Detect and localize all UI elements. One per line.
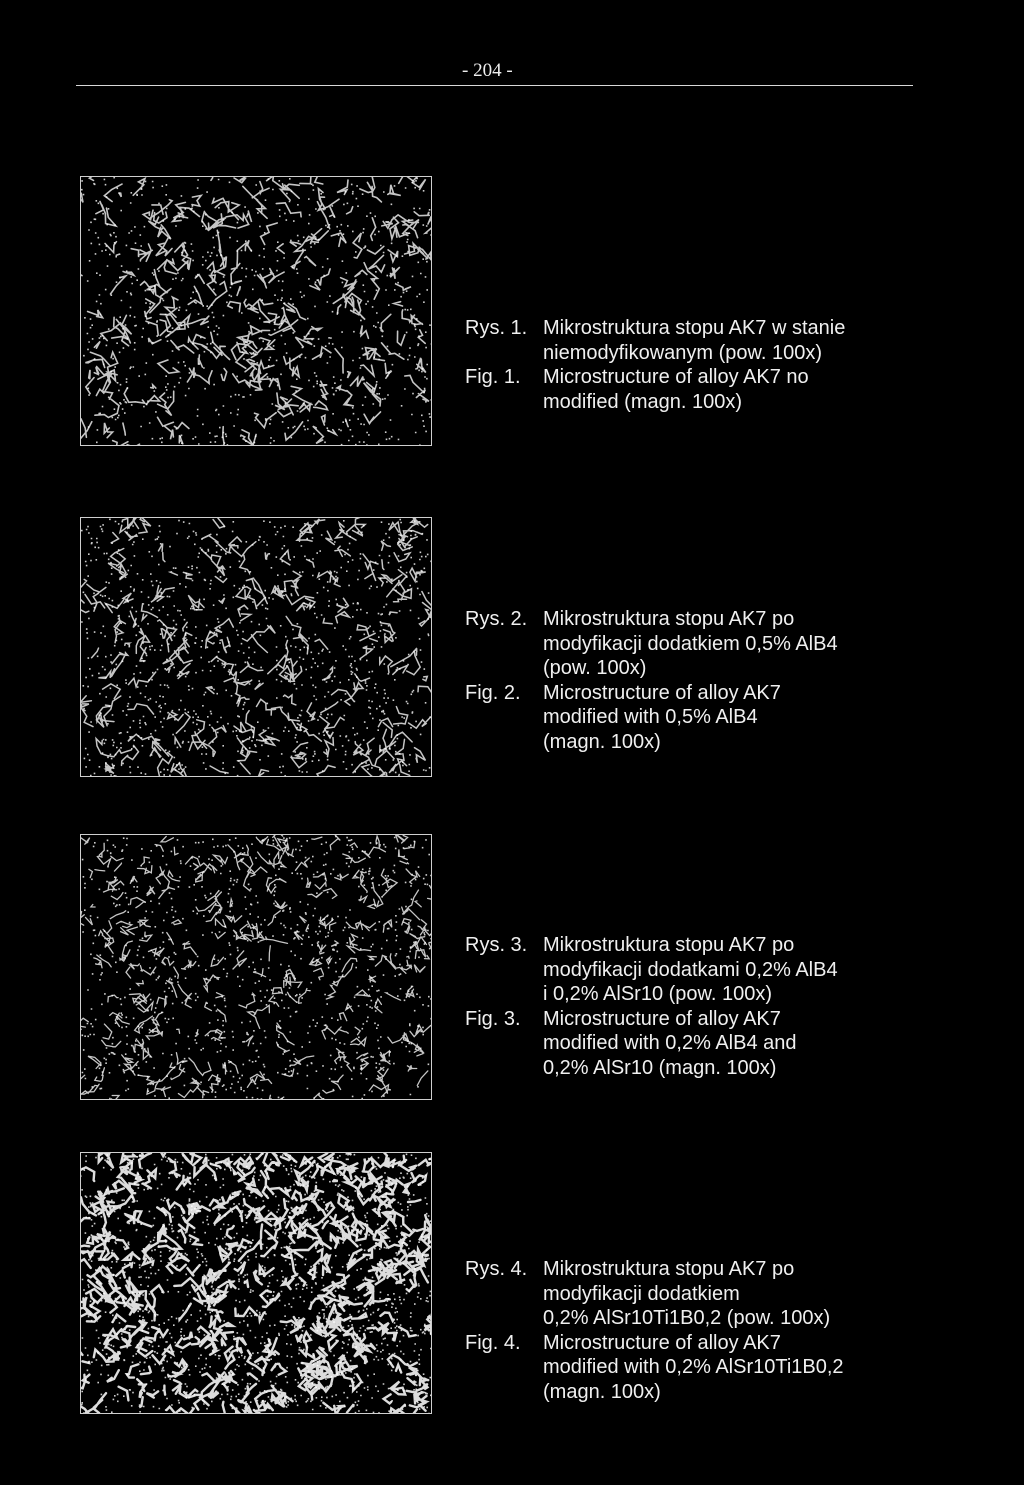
rys-text: Mikrostruktura stopu AK7 po modyfikacji dodatkami 0,2% AlB4 i 0,2% AlSr10 (pow. 100x)	[543, 934, 838, 1006]
micrograph-3	[80, 834, 432, 1100]
rys-text: Mikrostruktura stopu AK7 po modyfikacji dodatkiem 0,5% AlB4 (pow. 100x)	[543, 608, 838, 680]
fig-label: Fig. 2.	[465, 681, 521, 704]
fig-text: Microstructure of alloy AK7 modified with 0,2% AlB4 and 0,2% AlSr10 (magn. 100x)	[543, 1007, 797, 1079]
header-rule	[76, 85, 913, 86]
caption-1	[465, 316, 905, 414]
rys-label: Rys. 1.	[465, 317, 528, 339]
page-number: - 204 -	[462, 60, 513, 81]
rys-label: Rys. 2.	[465, 608, 528, 630]
rys-text: Mikrostruktura stopu AK7 po modyfikacji dodatkiem 0,2% AlSr10Ti1B0,2 (pow. 100x)	[543, 1258, 831, 1330]
fig-text: Microstructure of alloy AK7 modified with 0,5% AlB4 (magn. 100x)	[543, 681, 781, 753]
caption-4	[465, 1257, 905, 1405]
caption-2	[465, 607, 905, 755]
micrograph-4	[80, 1152, 432, 1414]
rys-label: Rys. 3.	[465, 934, 528, 956]
fig-label: Fig. 3.	[465, 1007, 521, 1030]
fig-text: Microstructure of alloy AK7 no modified (magn. 100x)	[543, 366, 809, 413]
caption-3	[465, 933, 905, 1081]
fig-label: Fig. 4.	[465, 1331, 521, 1354]
micrograph-1	[80, 176, 432, 446]
rys-text: Mikrostruktura stopu AK7 w stanie niemodyfikowanym (pow. 100x)	[543, 317, 846, 364]
rys-label: Rys. 4.	[465, 1258, 528, 1280]
fig-label: Fig. 1.	[465, 366, 521, 389]
micrograph-2	[80, 517, 432, 777]
fig-text: Microstructure of alloy AK7 modified with 0,2% AlSr10Ti1B0,2 (magn. 100x)	[543, 1331, 844, 1403]
